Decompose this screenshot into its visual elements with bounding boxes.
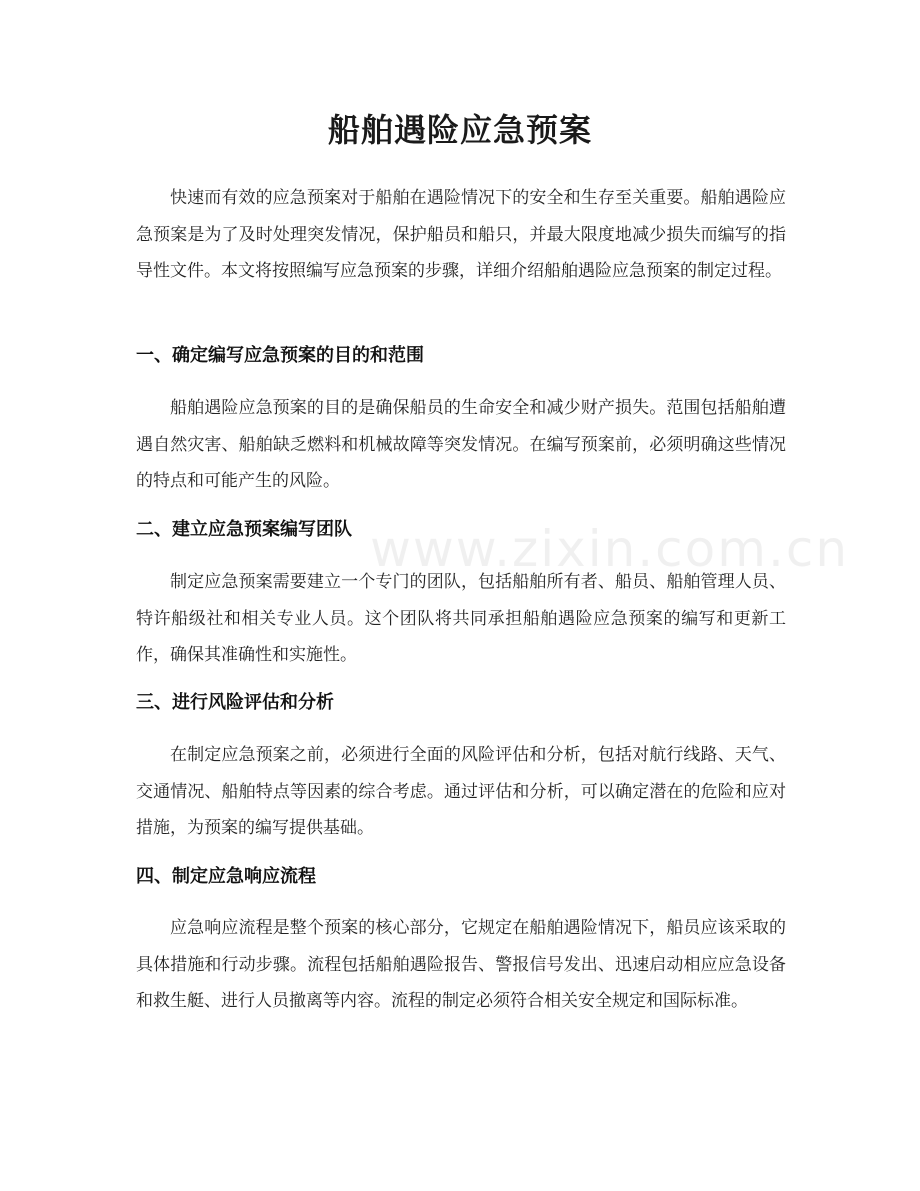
section-heading-2: 二、建立应急预案编写团队 [136, 519, 352, 540]
section-body-4: 应急响应流程是整个预案的核心部分，它规定在船舶遇险情况下，船员应该采取的具体措施和行动步骤。流程包括船舶遇险报告、警报信号发出、迅速启动相应应急设备和救生艇、进行人员撤离等内容。流程的制定必须符合相关安全规定和国际标准。 [136, 918, 786, 1011]
watermark: www.zixin.com.cn [370, 520, 850, 578]
section-heading-4: 四、制定应急响应流程 [136, 866, 316, 887]
section-body-2: 制定应急预案需要建立一个专门的团队，包括船舶所有者、船员、船舶管理人员、特许船级社和相关专业人员。这个团队将共同承担船舶遇险应急预案的编写和更新工作，确保其准确性和实施性。 [136, 572, 786, 665]
section-heading-1: 一、确定编写应急预案的目的和范围 [136, 345, 424, 366]
section-heading-3: 三、进行风险评估和分析 [136, 692, 334, 713]
document-title: 船舶遇险应急预案 [327, 111, 592, 149]
section-body-3: 在制定应急预案之前，必须进行全面的风险评估和分析，包括对航行线路、天气、交通情况、船舶特点等因素的综合考虑。通过评估和分析，可以确定潜在的危险和应对措施，为预案的编写提供基础。 [136, 745, 786, 838]
intro-paragraph: 快速而有效的应急预案对于船舶在遇险情况下的安全和生存至关重要。船舶遇险应急预案是为了及时处理突发情况，保护船员和船只，并最大限度地减少损失而编写的指导性文件。本文将按照编写应急预案的步骤，详细介绍船舶遇险应急预案的制定过程。 [136, 188, 786, 281]
section-body-1: 船舶遇险应急预案的目的是确保船员的生命安全和减少财产损失。范围包括船舶遭遇自然灾害、船舶缺乏燃料和机械故障等突发情况。在编写预案前，必须明确这些情况的特点和可能产生的风险。 [136, 398, 786, 491]
